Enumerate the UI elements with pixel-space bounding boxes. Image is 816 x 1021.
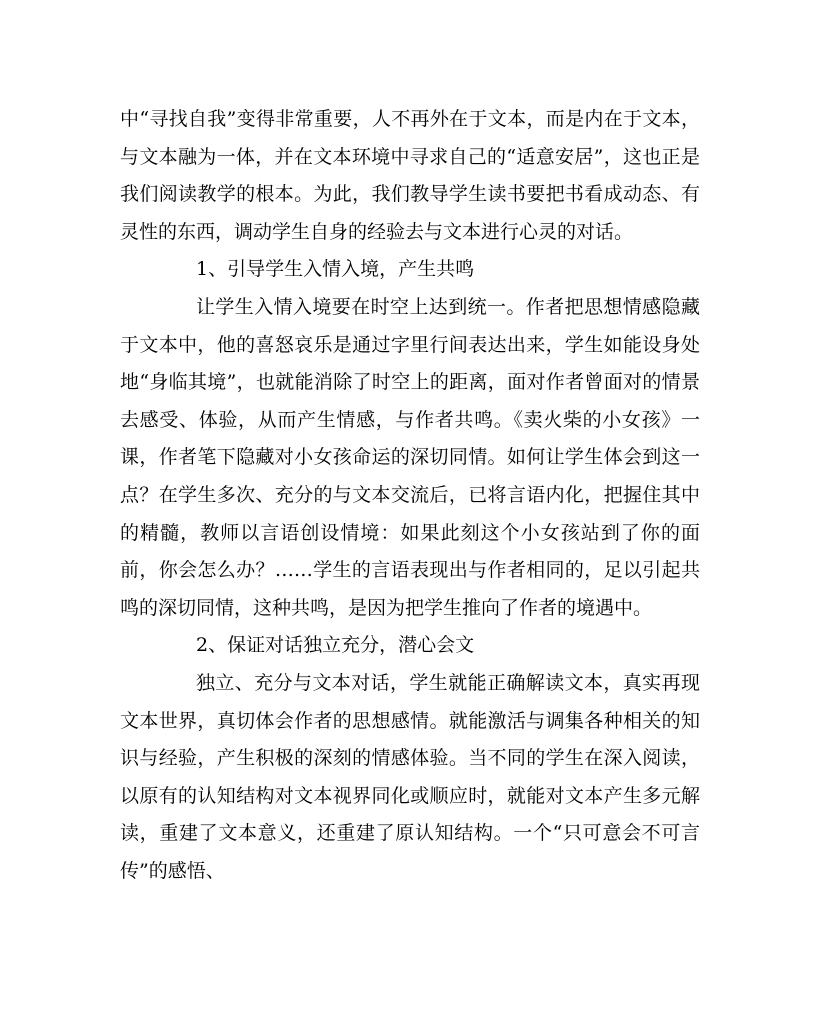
section-heading-2: 2、保证对话独立充分，潜心会文	[196, 634, 475, 657]
paragraph-section-1: 让学生入情入境要在时空上达到统一。作者把思想情感隐藏于文本中，他的喜怒哀乐是通过字里行间表达出来，学生如能设身处地“身临其境”，也就能消除了时空上的距离，面对作者曾面对的情景去感受、体验，从而产生情感，与作者共鸣。《卖火柴的小女孩》一课，作者笔下隐藏对小女孩命运的深切同情。如何让学生体会到这一点？在学生多次、充分的与文本交流后，已将言语内化，把握住其中的精髓，教师以言语创设情境：如果此刻这个小女孩站到了你的面前，你会怎么办？……学生的言语表现出与作者相同的，足以引起共鸣的深切同情，这种共鸣，是因为把学生推向了作者的境遇中。	[120, 295, 700, 619]
section-heading-1: 1、引导学生入情入境，产生共鸣	[196, 258, 475, 281]
document-body	[120, 101, 700, 890]
paragraph-section-2: 独立、充分与文本对话，学生就能正确解读文本，真实再现文本世界，真切体会作者的思想感情。就能激活与调集各种相关的知识与经验，产生积极的深刻的情感体验。当不同的学生在深入阅读，以原有的认知结构对文本视界同化或顺应时，就能对文本产生多元解读，重建了文本意义，还重建了原认知结构。一个“只可意会不可言传”的感悟、	[120, 671, 700, 882]
paragraph-continuation: 中“寻找自我”变得非常重要，人不再外在于文本，而是内在于文本，与文本融为一体，并在文本环境中寻求自己的“适意安居”，这也正是我们阅读教学的根本。为此，我们教导学生读书要把书看成动态、有灵性的东西，调动学生自身的经验去与文本进行心灵的对话。	[120, 108, 700, 243]
